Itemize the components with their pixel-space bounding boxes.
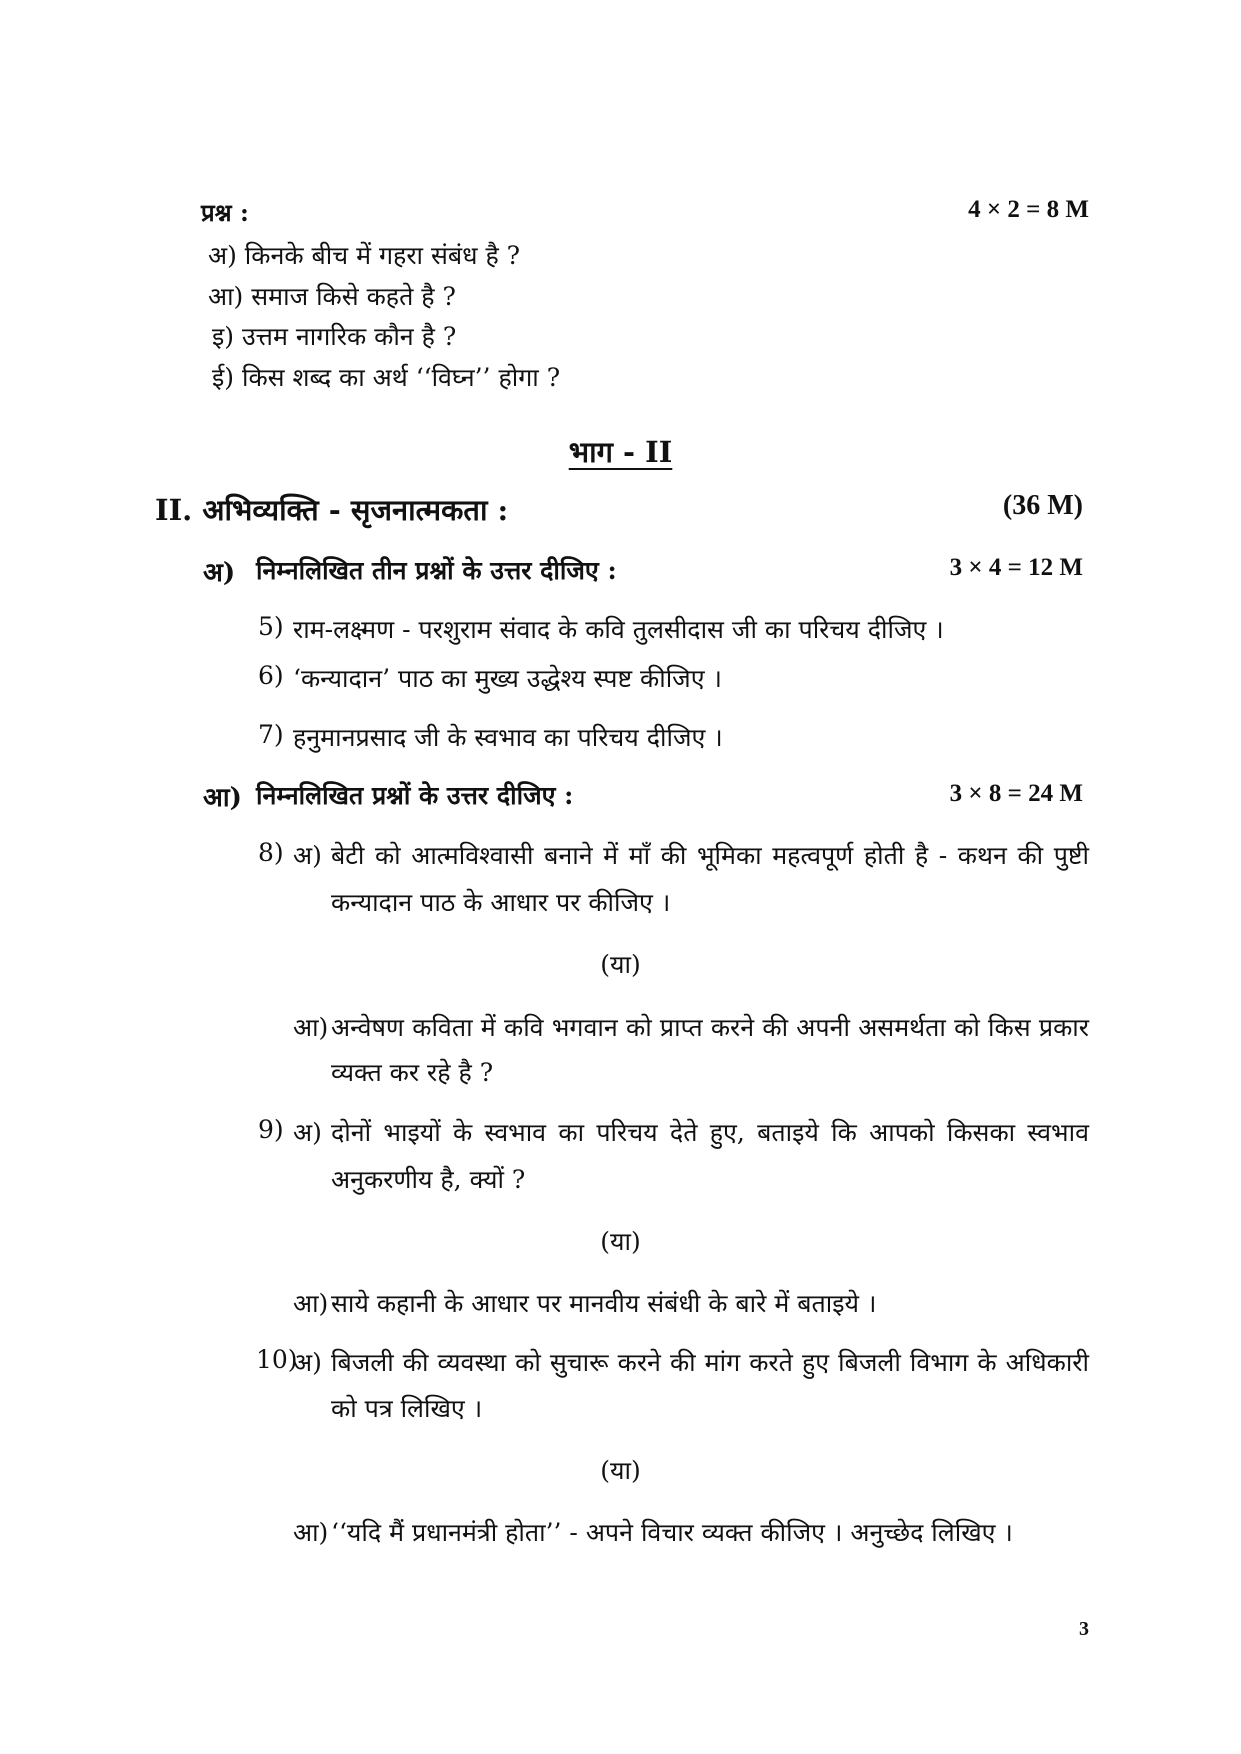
q6-num: 6) (258, 661, 284, 690)
section-marks: (36 M) (1002, 490, 1083, 521)
q8-b-line1: अन्वेषण कविता में कवि भगवान को प्राप्त करने की अपनी असमर्थता को किस प्रकार (331, 1013, 1089, 1042)
q10-num: 10) (256, 1345, 298, 1374)
q9-a-label: अ) (293, 1118, 322, 1147)
q8-a-line1: बेटी को आत्मविश्वासी बनाने में माँ की भूमिका महत्वपूर्ण होती है - कथन की पुष्टी (331, 841, 1089, 870)
sub-a-label: अ) (203, 558, 236, 588)
q9-a-line2: अनुकरणीय है, क्यों ? (331, 1165, 526, 1194)
sub-aa-title: निम्नलिखित प्रश्नों के उत्तर दीजिए : (256, 781, 574, 810)
q8-a-line2: कन्यादान पाठ के आधार पर कीजिए । (331, 888, 671, 917)
q10-a-line1: बिजली की व्यवस्था को सुचारू करने की मांग करते हुए बिजली विभाग के अधिकारी (331, 1348, 1089, 1377)
q8-or: (या) (600, 950, 641, 979)
q9-or: (या) (600, 1227, 641, 1256)
q10-or: (या) (600, 1456, 641, 1485)
sub-a-title: निम्नलिखित तीन प्रश्नों के उत्तर दीजिए : (256, 556, 617, 585)
section-title: II. अभिव्यक्ति - सृजनात्मकता : (155, 493, 509, 527)
q5-text: राम-लक्ष्मण - परशुराम संवाद के कवि तुलसीदास जी का परिचय दीजिए । (293, 615, 944, 644)
q10-b-line1: ‘‘यदि मैं प्रधानमंत्री होता’’ - अपने विचार व्यक्त कीजिए । अनुच्छेद लिखिए । (331, 1518, 1013, 1547)
top-question-3: इ) उत्तम नागरिक कौन है ? (212, 322, 457, 351)
q9-num: 9) (258, 1115, 284, 1144)
q8-b-label: आ) (293, 1013, 329, 1042)
q9-b-line1: साये कहानी के आधार पर मानवीय संबंधी के बारे में बताइये । (331, 1289, 877, 1318)
q8-a-label: अ) (293, 841, 322, 870)
page-number: 3 (1079, 1618, 1089, 1640)
part-heading-wrap (0, 432, 1241, 471)
q6-text: ‘कन्यादान’ पाठ का मुख्य उद्धेश्य स्पष्ट कीजिए । (293, 664, 722, 693)
q10-a-label: अ) (293, 1348, 322, 1377)
sub-a-marks: 3 × 4 = 12 M (949, 554, 1083, 581)
q8-b-line2: व्यक्त कर रहे है ? (331, 1058, 494, 1087)
q10-a-line2: को पत्र लिखिए । (331, 1394, 483, 1423)
question-heading: प्रश्न : (201, 198, 249, 227)
top-question-4: ई) किस शब्द का अर्थ ‘‘विघ्न’’ होगा ? (212, 363, 561, 392)
q7-num: 7) (258, 720, 284, 749)
top-question-2: आ) समाज किसे कहते है ? (208, 282, 456, 311)
q9-b-label: आ) (293, 1289, 329, 1318)
top-question-1: अ) किनके बीच में गहरा संबंध है ? (208, 241, 521, 270)
top-marks: 4 × 2 = 8 M (968, 196, 1089, 223)
q5-num: 5) (258, 612, 284, 641)
q9-a-line1: दोनों भाइयों के स्वभाव का परिचय देते हुए, बताइये कि आपको किसका स्वभाव (331, 1118, 1089, 1147)
q7-text: हनुमानप्रसाद जी के स्वभाव का परिचय दीजिए । (293, 723, 723, 752)
sub-aa-marks: 3 × 8 = 24 M (949, 780, 1083, 807)
q10-b-label: आ) (293, 1518, 329, 1547)
q8-num: 8) (258, 838, 284, 867)
sub-aa-label: आ) (203, 783, 242, 813)
part-heading: भाग - II (568, 435, 673, 469)
